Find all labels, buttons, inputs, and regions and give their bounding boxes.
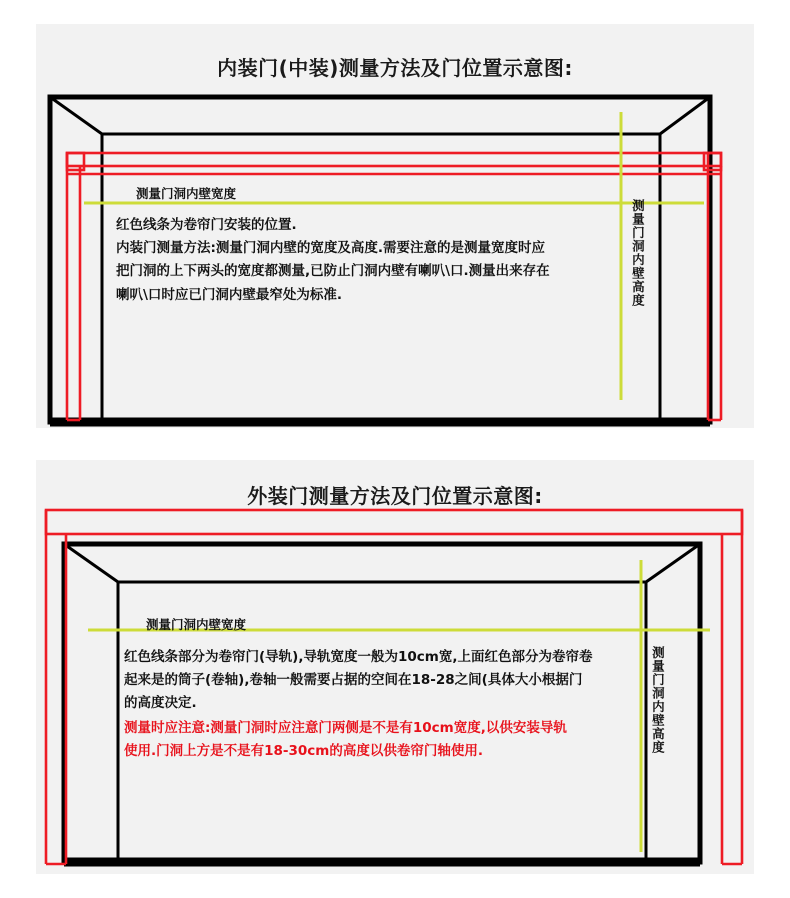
- inner-door-diagram: [36, 24, 754, 428]
- outer-door-diagram: [36, 460, 754, 874]
- panel-inner-door-title: 内装门(中装)测量方法及门位置示意图:: [217, 56, 573, 80]
- inner-height-label: 测量门洞内壁高度: [630, 199, 646, 307]
- panel-outer-door: [36, 460, 754, 874]
- inner-width-label: 测量门洞内壁宽度: [136, 186, 237, 201]
- panel-inner-door: [36, 24, 754, 428]
- outer-width-label: 测量门洞内壁宽度: [146, 617, 247, 632]
- inner-body-text: 红色线条为卷帘门安装的位置. 内装门测量方法:测量门洞内壁的宽度及高度.需要注意的是测量宽度时应 把门洞的上下两头的宽度都测量,已防止门洞内壁有喇叭\口.测量出来存在 喇叭\口时应已门洞内壁最窄处为标准.: [116, 217, 550, 303]
- panel-outer-door-title: 外装门测量方法及门位置示意图:: [247, 484, 543, 508]
- outer-body-text: 红色线条部分为卷帘门(导轨),导轨宽度一般为10cm宽,上面红色部分为卷帘卷 起来是的筒子(卷轴),卷轴一般需要占据的空间在18-28之间(具体大小根据门 的高度决定.: [124, 649, 593, 712]
- outer-warning-text: 测量时应注意:测量门洞时应注意门两侧是不是有10cm宽度,以供安装导轨 使用.门洞上方是不是有18-30cm的高度以供卷帘门轴使用.: [124, 720, 567, 760]
- outer-height-label: 测量门洞内壁高度: [650, 646, 666, 754]
